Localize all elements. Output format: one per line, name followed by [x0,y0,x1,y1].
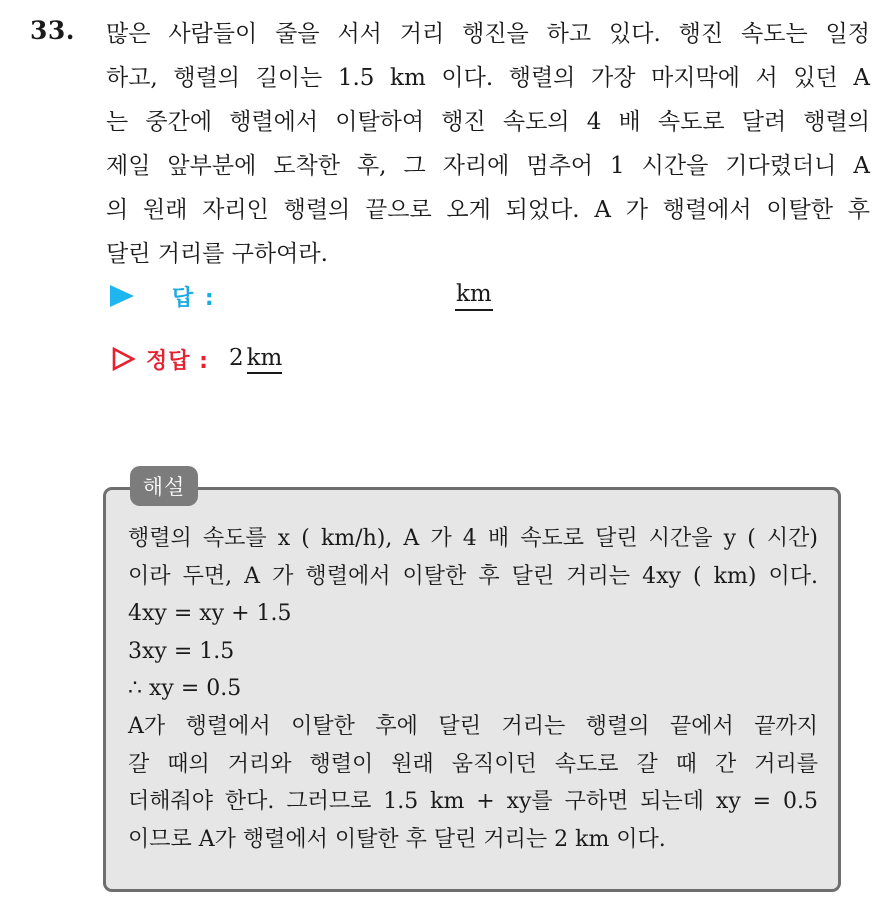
answer-label: 답 : [172,285,216,311]
answer-row [110,277,530,315]
correct-answer-row [110,340,282,378]
question-line: 하고, 행렬의 길이는 1.5 km 이다. 행렬의 가장 마지막에 서 있던 A [106,65,870,91]
correct-answer-label: 정답 : [146,348,209,374]
answer-unit: km [455,279,493,311]
explanation-equation: 3xy = 1.5 [128,638,235,664]
explanation-box [103,487,841,892]
question-line: 의 원래 자리인 행렬의 끝으로 오게 되었다. A 가 행렬에서 이탈한 후 [106,197,870,223]
question-text [106,12,870,276]
explanation-line: 행렬의 속도를 x ( km/h), A 가 4 배 속도로 달린 시간을 y ( 시간) [128,526,818,551]
question-line: 달린 거리를 구하여라. [106,241,328,267]
explanation-text [128,520,818,858]
explanation-line: A가 행렬에서 이탈한 후에 달린 거리는 행렬의 끝에서 끝까지 [128,713,818,739]
explanation-line: 이라 두면, A 가 행렬에서 이탈한 후 달린 거리는 4xy ( km) 이다. [128,563,818,589]
correct-answer-unit: km [247,344,283,374]
question-line: 는 중간에 행렬에서 이탈하여 행진 속도의 4 배 속도로 달려 행렬의 [106,109,870,135]
explanation-line: 이므로 A가 행렬에서 이탈한 후 달린 거리는 2 km 이다. [128,826,666,852]
question-number: 33. [30,16,75,45]
explanation-equation: ∴ xy = 0.5 [128,676,242,702]
explanation-equation: 4xy = xy + 1.5 [128,601,292,627]
outline-play-icon [110,346,136,372]
question-line: 많은 사람들이 줄을 서서 거리 행진을 하고 있다. 행진 속도는 일정 [106,21,870,47]
play-icon [110,285,134,307]
correct-answer-value-group [229,344,282,374]
explanation-line: 갈 때의 거리와 행렬이 원래 움직이던 속도로 갈 때 간 거리를 [128,751,818,777]
question-line: 제일 앞부분에 도착한 후, 그 자리에 멈추어 1 시간을 기다렸더니 A [106,153,870,179]
explanation-line: 더해줘야 한다. 그러므로 1.5 km + xy를 구하면 되는데 xy = 0.5 [128,789,818,815]
correct-answer-value: 2 [228,345,244,371]
explanation-tab: 해설 [130,466,198,506]
